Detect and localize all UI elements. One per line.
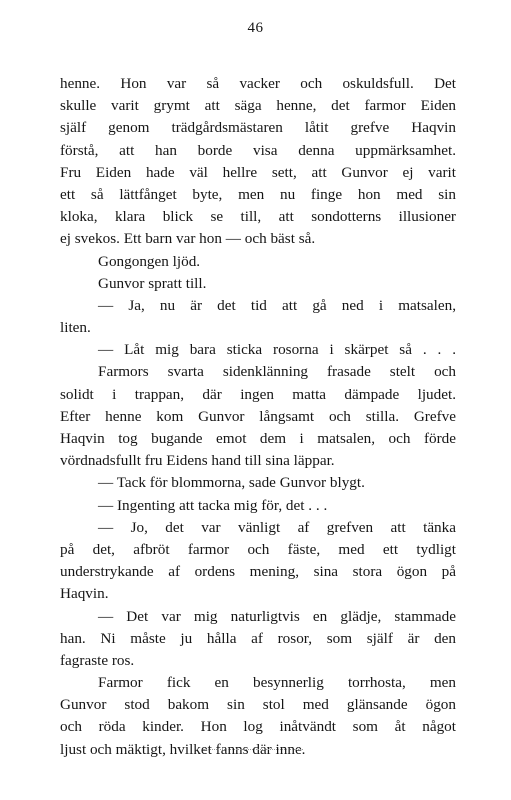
footer-rule — [203, 749, 303, 750]
text-line: henne. Hon var så vacker och oskuldsfull. Det — [60, 75, 456, 92]
text-line: skulle varit grymt att säga henne, det farmor Eiden — [60, 97, 456, 115]
text-line: Gongongen ljöd. — [98, 252, 201, 270]
text-line: understrykande af ordens mening, sina stora ögon på — [60, 563, 456, 581]
text-line: Haqvin. — [60, 585, 109, 603]
text-line: fagraste ros. — [60, 651, 135, 669]
text-line: Gunvor stod bakom sin stol med glänsande ögon — [60, 696, 456, 714]
text-line: själf genom trädgårdsmästaren låtit grefve Haqvin — [60, 119, 456, 137]
body-text — [60, 73, 456, 761]
text-line: ett så lättfånget byte, men nu finge hon med sin — [60, 185, 456, 203]
text-line: Farmor fick en besynnerlig torrhosta, men — [98, 674, 456, 692]
text-line: — Ingenting att tacka mig för, det . . . — [98, 496, 328, 514]
text-line: — Ja, nu är det tid att gå ned i matsalen, — [98, 296, 456, 314]
text-line: och röda kinder. Hon log inåtvändt som åt något — [60, 718, 456, 736]
text-line: — Låt mig bara sticka rosorna i skärpet så . . . — [98, 341, 456, 359]
text-line: på det, afbröt farmor och fäste, med ett tydligt — [60, 540, 456, 558]
text-line: — Tack för blommorna, sade Gunvor blygt. — [98, 474, 365, 492]
text-line: Efter henne kom Gunvor långsamt och stilla. Grefve — [60, 407, 456, 425]
page-number: 46 — [247, 20, 264, 36]
text-line: vördnadsfullt fru Eidens hand till sina läppar. — [60, 452, 335, 470]
text-line: förstå, att han borde visa denna uppmärksamhet. — [60, 141, 456, 159]
text-line: Gunvor spratt till. — [98, 274, 207, 292]
text-line: Fru Eiden hade väl hellre sett, att Gunvor ej varit — [60, 163, 456, 181]
text-line: solidt i trappan, där ingen matta dämpade ljudet. — [60, 385, 456, 403]
text-line: — Jo, det var vänligt af grefven att tänka — [98, 518, 456, 536]
text-line: — Det var mig naturligtvis en glädje, stammade — [98, 607, 456, 625]
text-line: Farmors svarta sidenklänning frasade stelt och — [98, 363, 456, 381]
text-line: kloka, klara blick se till, att sondotterns illusioner — [60, 208, 456, 226]
text-line: Haqvin tog bugande emot dem i matsalen, och förde — [60, 430, 456, 447]
text-line: liten. — [60, 319, 91, 337]
text-line: ljust och mäktigt, hvilket fanns där inne. — [60, 740, 306, 758]
text-line: han. Ni måste ju hålla af rosor, som själf är den — [60, 629, 456, 647]
text-line: ej svekos. Ett barn var hon — och bäst så. — [60, 230, 316, 248]
